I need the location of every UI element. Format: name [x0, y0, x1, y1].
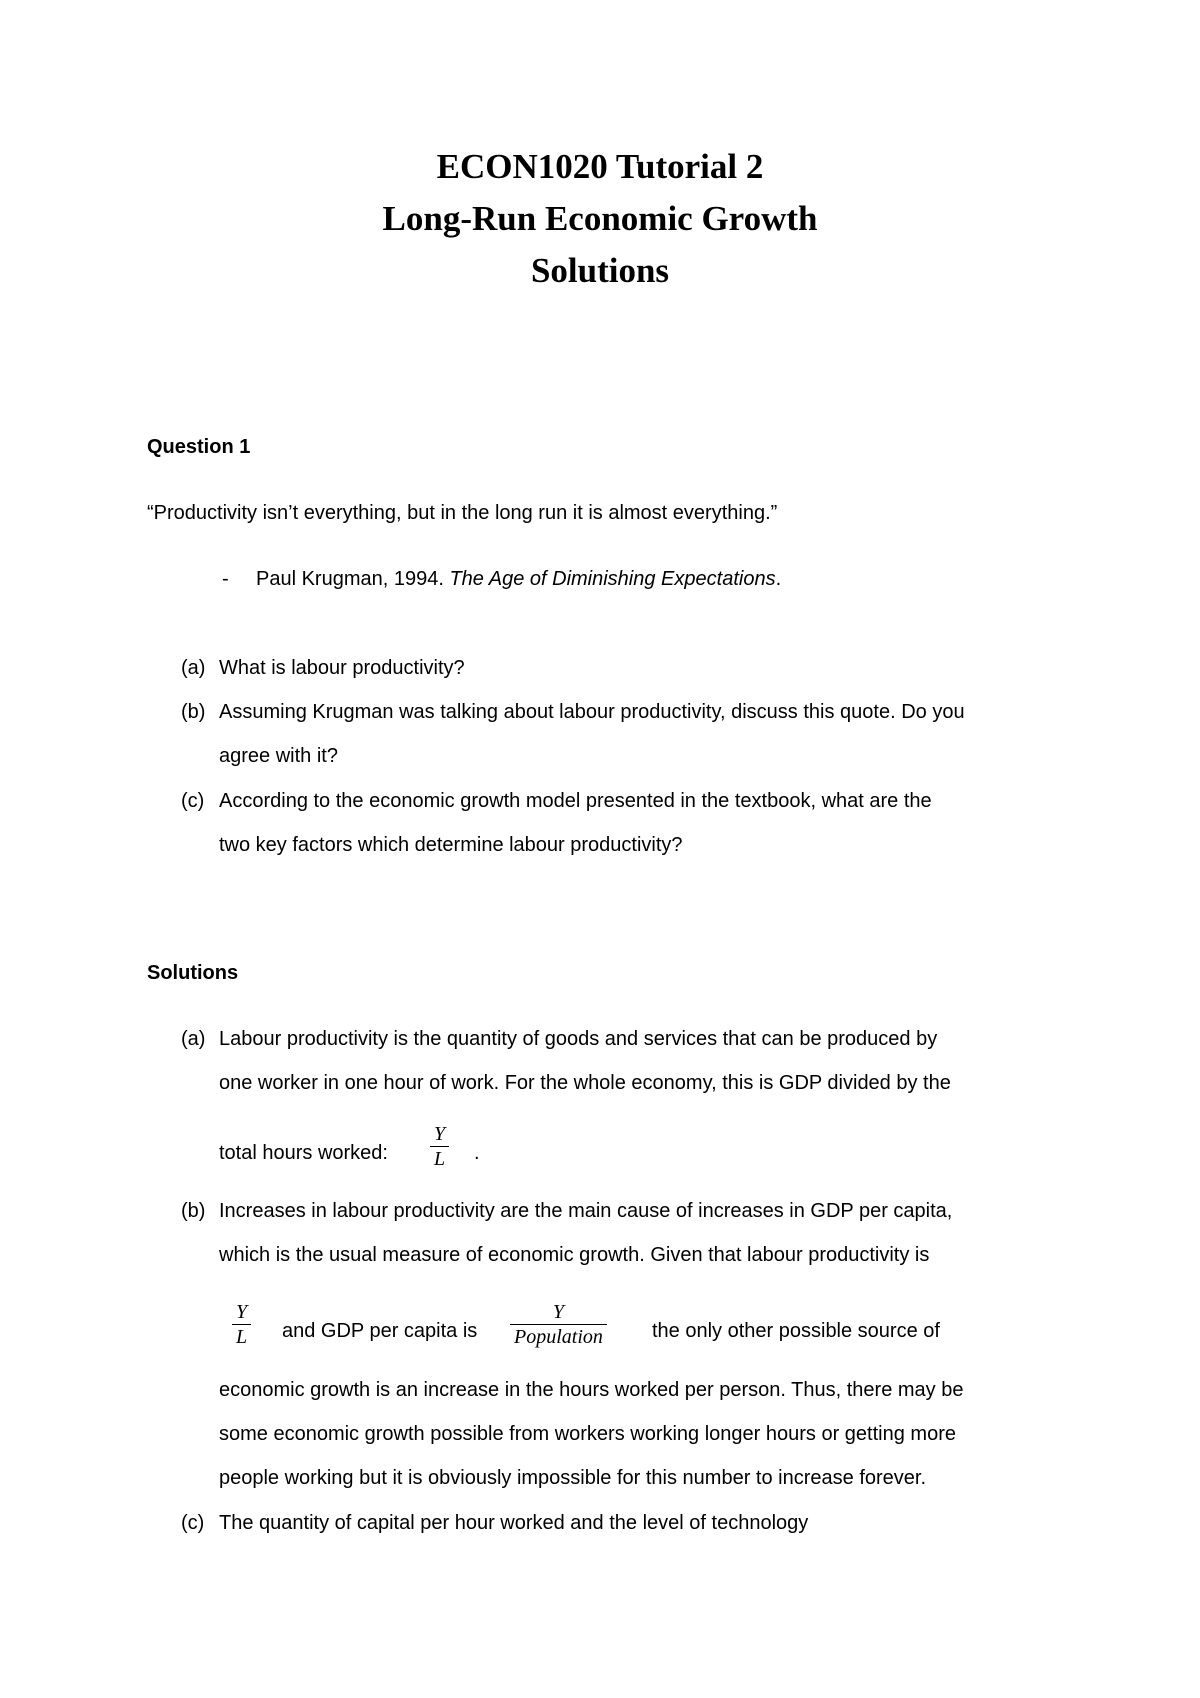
- solution-b-line-1: Increases in labour productivity are the main cause of increases in GDP per capita,: [219, 1200, 953, 1222]
- krugman-quote: “Productivity isn’t everything, but in the long run it is almost everything.”: [147, 502, 778, 524]
- solution-a-label: (a): [181, 1028, 206, 1050]
- attribution-end: .: [775, 568, 782, 590]
- attribution-book: The Age of Diminishing Expectations: [449, 568, 776, 590]
- fraction-numerator: Y: [434, 1123, 446, 1145]
- solution-b-mid-text: and GDP per capita is: [282, 1320, 478, 1342]
- solution-a-line-2: one worker in one hour of work. For the whole economy, this is GDP divided by the: [219, 1072, 951, 1094]
- solution-b-line-2: which is the usual measure of economic growth. Given that labour productivity is: [219, 1244, 930, 1266]
- fraction-y-over-l: [430, 1122, 449, 1171]
- solution-a-period: .: [474, 1142, 480, 1164]
- doc-title: ECON1020 Tutorial 2: [436, 147, 764, 186]
- fraction-denominator: L: [430, 1146, 449, 1171]
- solution-a-line-1: Labour productivity is the quantity of goods and services that can be produced by: [219, 1028, 938, 1050]
- fraction-gdp-per-capita: [510, 1300, 607, 1349]
- solution-b-label: (b): [181, 1200, 206, 1222]
- fraction-denominator: Population: [510, 1324, 607, 1349]
- attribution: [256, 566, 781, 592]
- question-part-c-label: (c): [181, 790, 205, 812]
- question-part-c-line-1: According to the economic growth model presented in the textbook, what are the: [219, 790, 932, 812]
- fraction-numerator: Y: [236, 1301, 248, 1323]
- doc-subtitle: Long-Run Economic Growth: [382, 199, 818, 238]
- question-part-b-line-1: Assuming Krugman was talking about labour productivity, discuss this quote. Do you: [219, 701, 965, 723]
- fraction-denominator: L: [232, 1324, 251, 1349]
- solution-c-line-1: The quantity of capital per hour worked and the level of technology: [219, 1512, 809, 1534]
- solution-b-line-5: some economic growth possible from workers working longer hours or getting more: [219, 1423, 956, 1445]
- fraction-numerator: Y: [552, 1301, 564, 1323]
- solution-a-line-3: total hours worked:: [219, 1142, 388, 1164]
- question-part-b-line-2: agree with it?: [219, 745, 338, 767]
- solution-b-line-6: people working but it is obviously impossible for this number to increase forever.: [219, 1467, 927, 1489]
- question-part-a-text: What is labour productivity?: [219, 657, 465, 679]
- attribution-dash: -: [222, 568, 229, 590]
- solution-b-end-text: the only other possible source of: [652, 1320, 940, 1342]
- fraction-labour-productivity: [232, 1300, 251, 1349]
- question-part-a-label: (a): [181, 657, 206, 679]
- attribution-author: Paul Krugman, 1994.: [256, 568, 450, 590]
- doc-subtitle-solutions: Solutions: [530, 251, 670, 290]
- solution-c-label: (c): [181, 1512, 205, 1534]
- solution-b-line-4: economic growth is an increase in the hours worked per person. Thus, there may be: [219, 1379, 964, 1401]
- question-heading: Question 1: [147, 436, 251, 458]
- solutions-heading: Solutions: [147, 962, 239, 984]
- question-part-c-line-2: two key factors which determine labour productivity?: [219, 834, 683, 856]
- question-part-b-label: (b): [181, 701, 206, 723]
